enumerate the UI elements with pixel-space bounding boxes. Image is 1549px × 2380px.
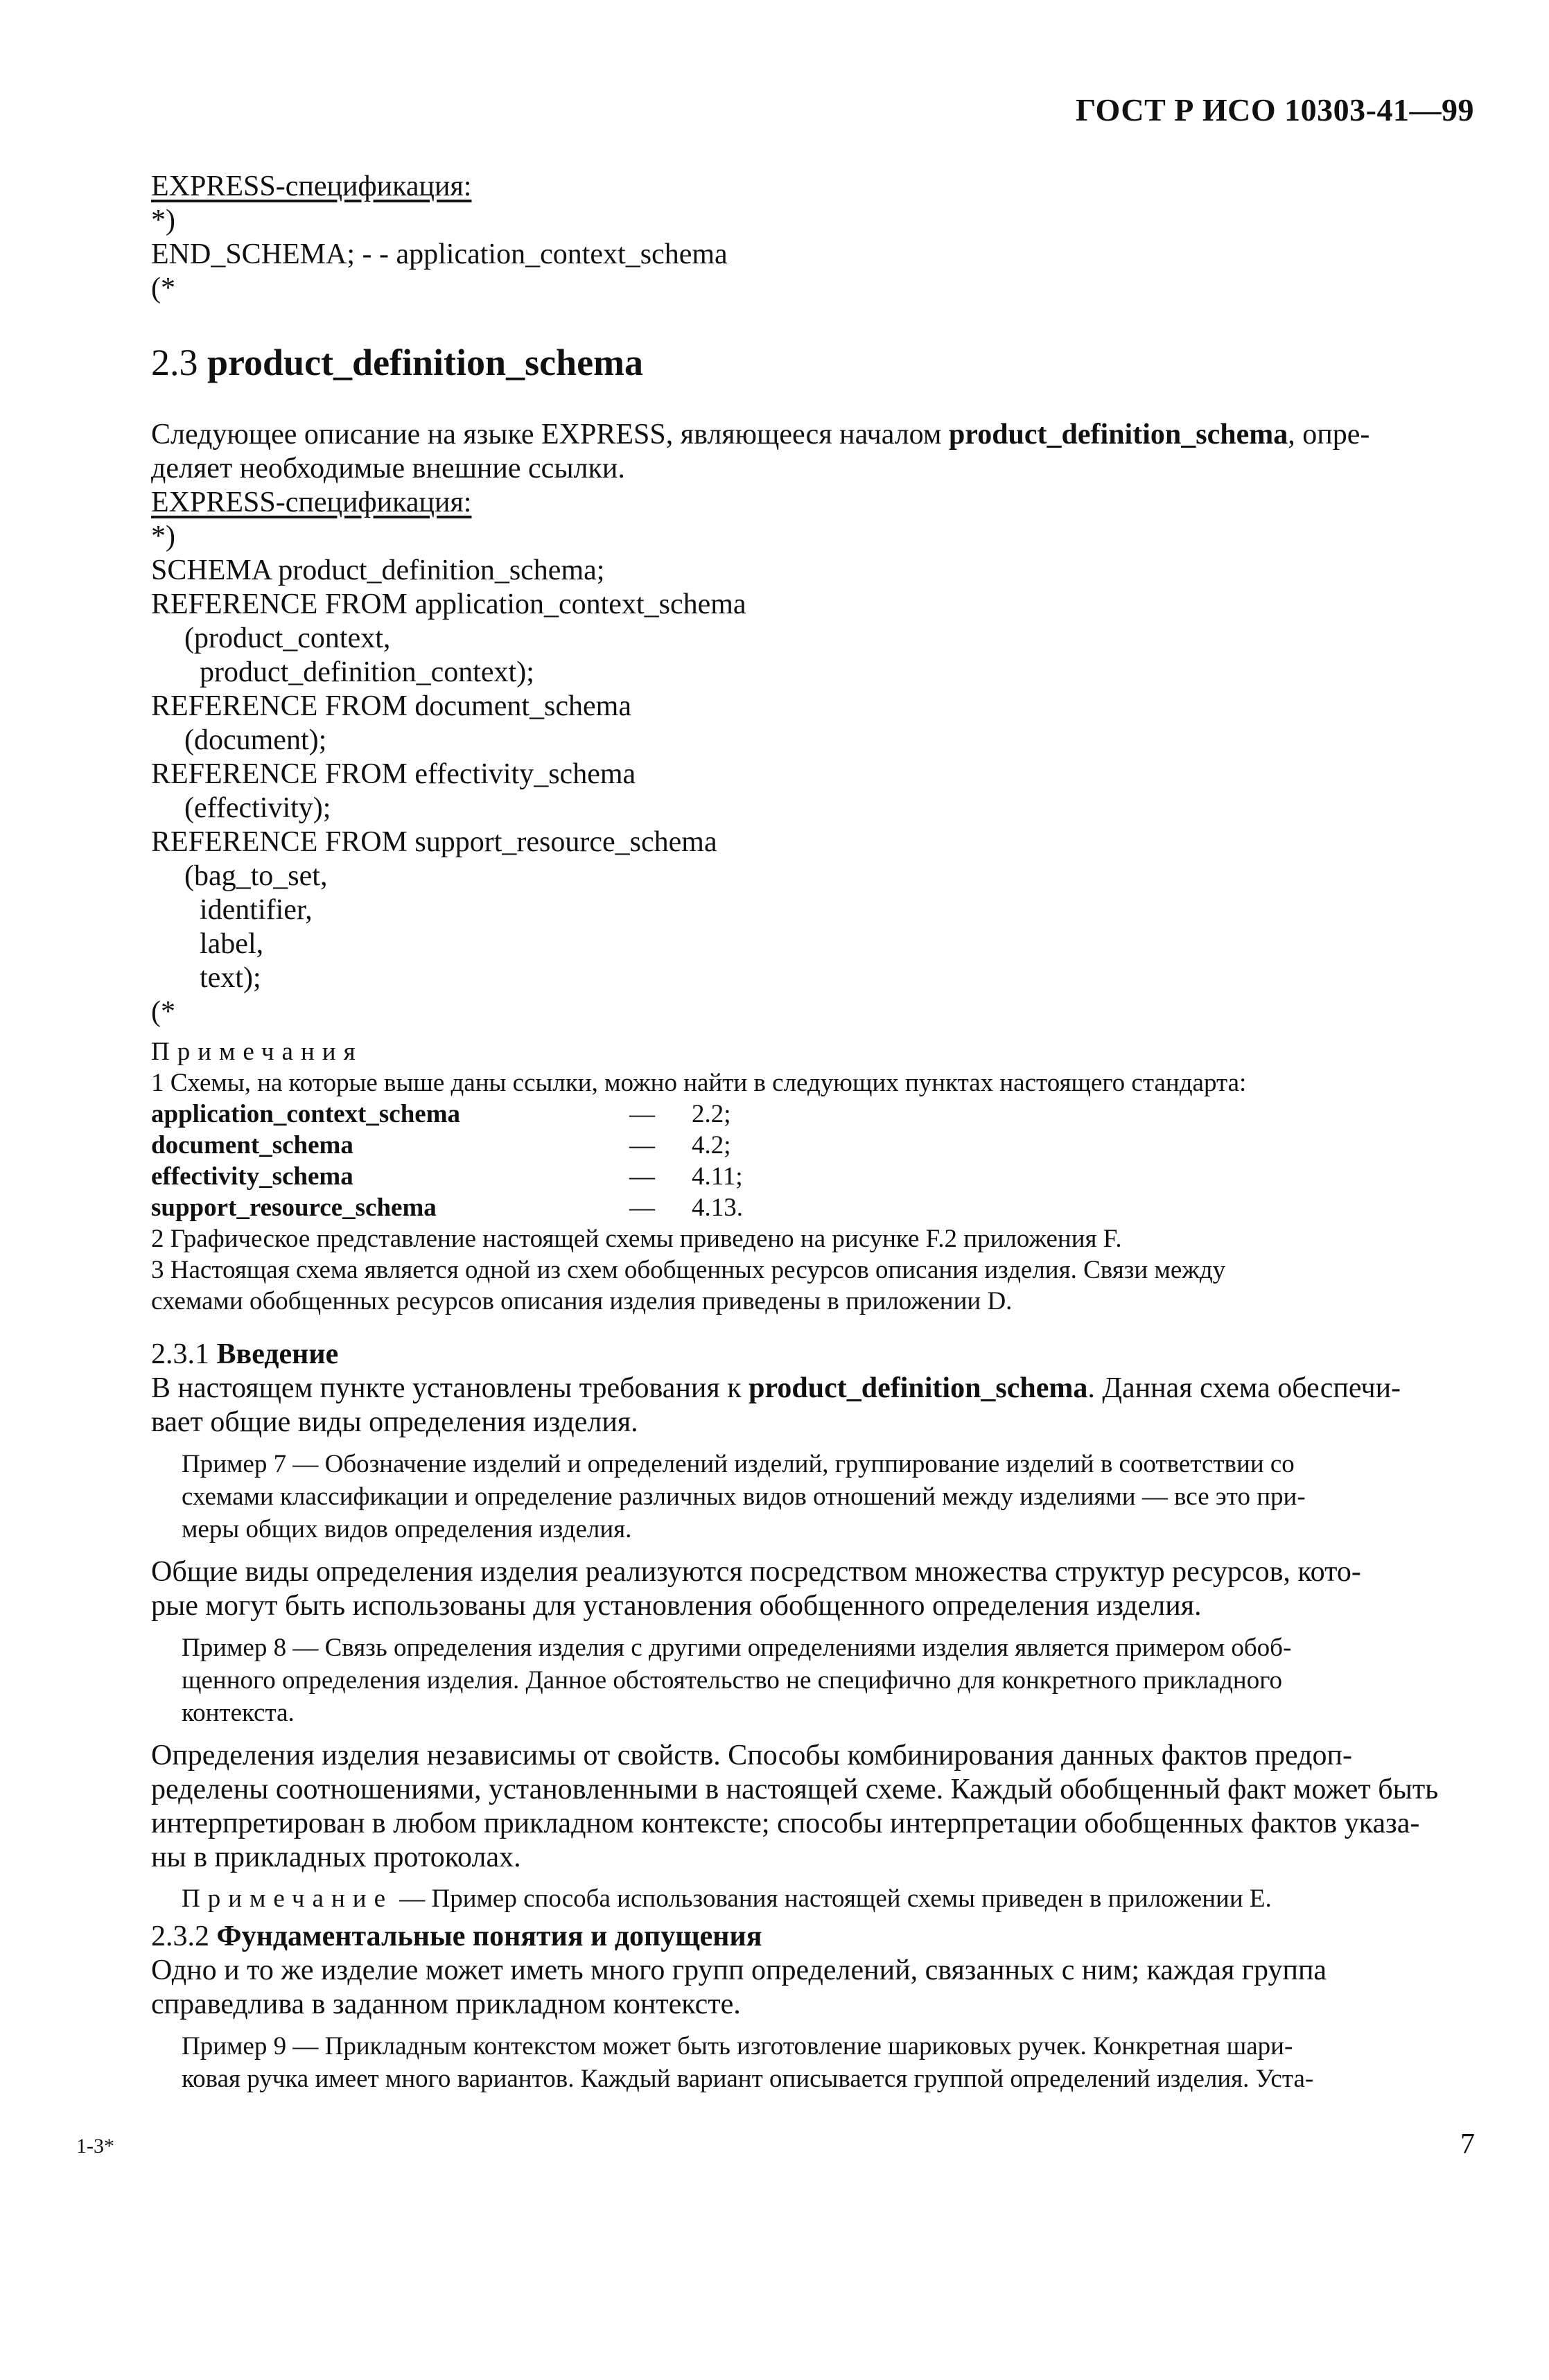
ref-dash: —: [629, 1100, 655, 1128]
ref-name: application_context_schema: [151, 1100, 461, 1128]
section-title: product_definition_schema: [207, 342, 644, 383]
example-line: контекста.: [182, 1699, 295, 1727]
code-line: SCHEMA product_definition_schema;: [151, 554, 605, 586]
code-line: REFERENCE FROM application_context_schema: [151, 588, 746, 620]
code-line: identifier,: [200, 894, 313, 926]
code-line: (effectivity);: [184, 792, 331, 824]
ref-dash: —: [629, 1162, 655, 1191]
code-line: label,: [200, 928, 264, 960]
intro-bold: product_definition_schema: [948, 419, 1288, 450]
code-line: product_definition_context);: [200, 656, 534, 688]
code-line: END_SCHEMA; - - application_context_schema: [151, 238, 728, 270]
paragraph-line: Определения изделия независимы от свойств. Способы комбинирования данных фактов предоп-: [151, 1740, 1352, 1771]
note-item: 3 Настоящая схема является одной из схем обобщенных ресурсов описания изделия. Связи между: [151, 1256, 1226, 1284]
example-line: Пример 9 — Прикладным контекстом может быть изготовление шариковых ручек. Конкретная шари-: [182, 2032, 1293, 2060]
example-9: [151, 2030, 1471, 2095]
intro-line: деляет необходимые внешние ссылки.: [151, 453, 625, 484]
ref-clause: 2.2;: [692, 1100, 731, 1128]
example-line: щенного определения изделия. Данное обстоятельство не специфично для конкретного прикладного: [182, 1666, 1282, 1695]
ref-clause: 4.2;: [692, 1131, 731, 1160]
example-7: [151, 1448, 1471, 1546]
code-line: (*: [151, 272, 175, 304]
subsection-number: 2.3.2: [151, 1920, 217, 1952]
footer-signature: 1-3*: [76, 2135, 114, 2158]
note-line: [151, 1882, 1471, 1916]
express-label: EXPRESS-спецификация:: [151, 170, 472, 202]
ref-clause: 4.11;: [692, 1162, 743, 1191]
notes-block: [151, 1036, 1471, 1317]
subsection-title: Введение: [216, 1338, 339, 1370]
subsection-number: 2.3.1: [151, 1338, 217, 1370]
code-line: (document);: [184, 724, 327, 756]
ref-clause: 4.13.: [692, 1193, 743, 1222]
ref-dash: —: [629, 1193, 655, 1222]
note-item: 2 Графическое представление настоящей схемы приведено на рисунке F.2 приложения F.: [151, 1225, 1122, 1253]
example-8: [151, 1631, 1471, 1729]
code-line: (*: [151, 996, 175, 1028]
paragraph-line: интерпретирован в любом прикладном контексте; способы интерпретации обобщенных фактов указа-: [151, 1808, 1420, 1839]
note-item: 1 Схемы, на которые выше даны ссылки, можно найти в следующих пунктах настоящего стандарта:: [151, 1069, 1247, 1097]
note-label: Примечание: [182, 1884, 393, 1913]
paragraph-line: ны в прикладных протоколах.: [151, 1841, 521, 1873]
note-text: — Пример способа использования настоящей схемы приведен в приложении Е.: [393, 1884, 1272, 1913]
intro-text: , опре-: [1288, 419, 1370, 450]
paragraph-text: . Данная схема обеспечи-: [1087, 1372, 1401, 1404]
example-line: схемами классификации и определение различных видов отношений между изделиями — все это при-: [182, 1482, 1306, 1511]
reference-table: [151, 1099, 1471, 1223]
intro-paragraph: [151, 418, 1471, 452]
ref-dash: —: [629, 1131, 655, 1160]
example-line: Пример 8 — Связь определения изделия с другими определениями изделия является примером обоб-: [182, 1634, 1292, 1662]
standard-header: ГОСТ Р ИСО 10303-41—99: [1075, 92, 1474, 128]
paragraph-line: рые могут быть использованы для установления обобщенного определения изделия.: [151, 1590, 1202, 1622]
paragraph-line: [151, 1372, 1471, 1406]
code-line: text);: [200, 962, 261, 994]
code-line: (bag_to_set,: [184, 860, 328, 892]
paragraph-line: Общие виды определения изделия реализуются посредством множества структур ресурсов, кото-: [151, 1556, 1361, 1588]
code-line: REFERENCE FROM document_schema: [151, 690, 631, 722]
paragraph: [151, 1555, 1471, 1623]
subsection-title: Фундаментальные понятия и допущения: [216, 1920, 762, 1952]
ref-name: support_resource_schema: [151, 1193, 437, 1222]
paragraph-line: справедлива в заданном прикладном контексте.: [151, 1988, 741, 2020]
ref-name: document_schema: [151, 1131, 353, 1160]
example-line: меры общих видов определения изделия.: [182, 1515, 632, 1543]
intro-text: Следующее описание на языке EXPRESS, являющееся началом: [151, 419, 949, 450]
paragraph-line: вает общие виды определения изделия.: [151, 1406, 638, 1438]
paragraph-line: ределены соотношениями, установленными в настоящей схеме. Каждый обобщенный факт может быть: [151, 1774, 1439, 1805]
section-heading: [151, 342, 1471, 383]
page-number: 7: [1460, 2128, 1475, 2160]
code-line: *): [151, 520, 175, 552]
page-content: [151, 170, 1471, 2095]
code-line: (product_context,: [184, 622, 391, 654]
example-line: ковая ручка имеет много вариантов. Каждый вариант описывается группой определений изделия. Уста-: [182, 2065, 1314, 2093]
paragraph-text: В настоящем пункте установлены требования к: [151, 1372, 749, 1404]
paragraph: [151, 1739, 1471, 1875]
notes-heading: Примечания: [151, 1038, 363, 1066]
code-line: REFERENCE FROM effectivity_schema: [151, 758, 636, 790]
subsection-heading: [151, 1920, 1471, 1954]
ref-name: effectivity_schema: [151, 1162, 353, 1191]
subsection-heading: [151, 1338, 1471, 1372]
note-item: схемами обобщенных ресурсов описания изделия приведены в приложении D.: [151, 1287, 1013, 1315]
paragraph-bold: product_definition_schema: [749, 1372, 1088, 1404]
express-label: EXPRESS-спецификация:: [151, 487, 472, 518]
section-number: 2.3: [151, 342, 207, 383]
paragraph-line: Одно и то же изделие может иметь много групп определений, связанных с ним; каждая группа: [151, 1954, 1327, 1986]
example-line: Пример 7 — Обозначение изделий и определений изделий, группирование изделий в соответствии со: [182, 1450, 1295, 1478]
code-line: *): [151, 204, 175, 236]
code-line: REFERENCE FROM support_resource_schema: [151, 826, 717, 858]
